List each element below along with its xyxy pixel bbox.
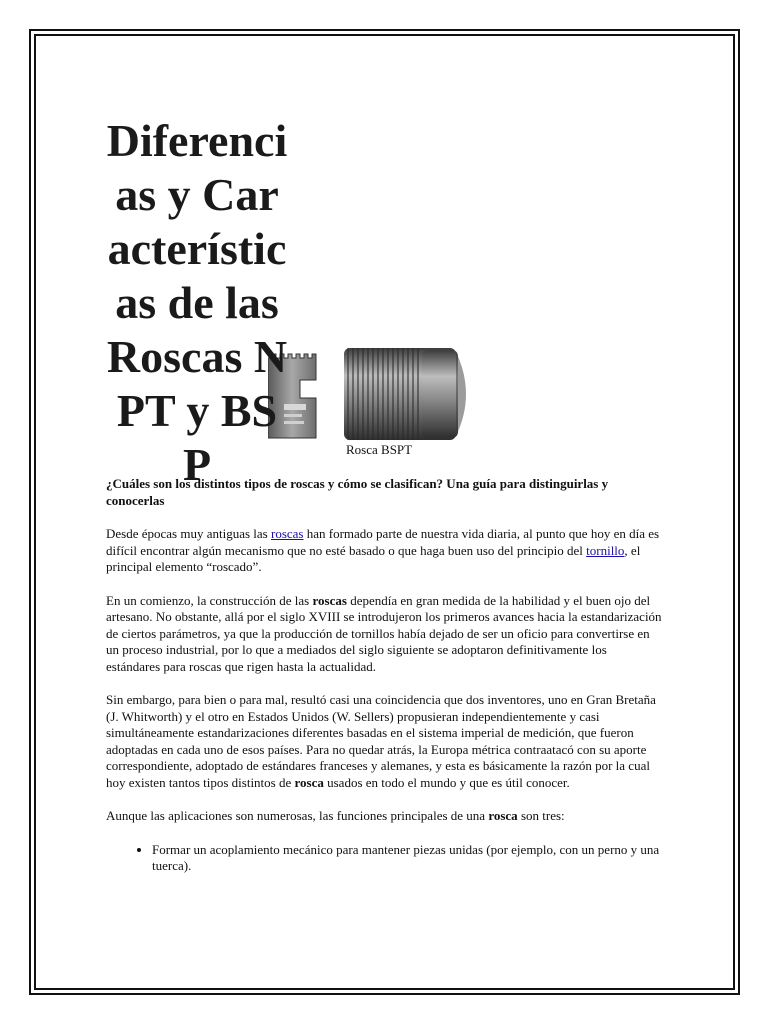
page-title: Diferencias y Características de las Roscas NPT y BSP [106, 115, 288, 490]
paragraph-2: En un comienzo, la construcción de las roscas dependía en gran medida de la habilidad y el buen ojo del artesano. No obstante, allá por el siglo XVIII se introdujeron los primeros avances hacia la estandarización de ciertos parámetros, ya que la producción de tornillos había dejado de ser un oficio para convertirse en un proceso industrial, por lo que a mediados del siglo siguiente se adoptaron definitivamente los estándares para roscas que rigen hasta la actualidad. [106, 592, 662, 674]
article-body [106, 476, 662, 875]
paragraph-3: Sin embargo, para bien o para mal, resultó casi una coincidencia que dos inventores, uno en Gran Bretaña (J. Whitworth) y el otro en Estados Unidos (W. Sellers) propusieran independientemente y casi simultáneamente estandarizaciones diferentes basadas en el sistema imperial de medición, que fueron adoptadas en cada uno de esos países. Para no quedar atrás, la Europa métrica contraatacó con su aporte correspondiente, adoptado de estándares franceses y alemanes, y esta es básicamente la razón por la cual hoy existen tantos tipos distintos de rosca usados en todo el mundo y que es útil conocer. [106, 692, 656, 790]
paragraph-4: Aunque las aplicaciones son numerosas, las funciones principales de una rosca son tres: [106, 808, 565, 823]
lead-question: ¿Cuáles son los distintos tipos de roscas y cómo se clasifican? Una guía para distinguirlas y conocerlas [106, 476, 609, 508]
bold-roscas: roscas [312, 592, 347, 608]
bold-rosca: rosca [294, 774, 324, 790]
paragraph-1: Desde épocas muy antiguas las roscas han formado parte de nuestra vida diaria, al punto que hoy en día es difícil encontrar algún mecanismo que no esté basado o que haga buen uso del principio del tornillo, el principal elemento “roscado”. [106, 526, 660, 574]
list-item: • Formar un acoplamiento mecánico para mantener piezas unidas (por ejemplo, con un perno y una tuerca). [152, 842, 662, 875]
figure-caption: Rosca BSPT [346, 442, 413, 457]
bold-rosca-2: rosca [488, 808, 518, 823]
functions-list [106, 842, 662, 875]
link-roscas[interactable]: roscas [270, 526, 304, 541]
link-tornillo[interactable]: tornillo [586, 542, 625, 558]
bspt-pipe-fitting-icon [342, 346, 480, 442]
